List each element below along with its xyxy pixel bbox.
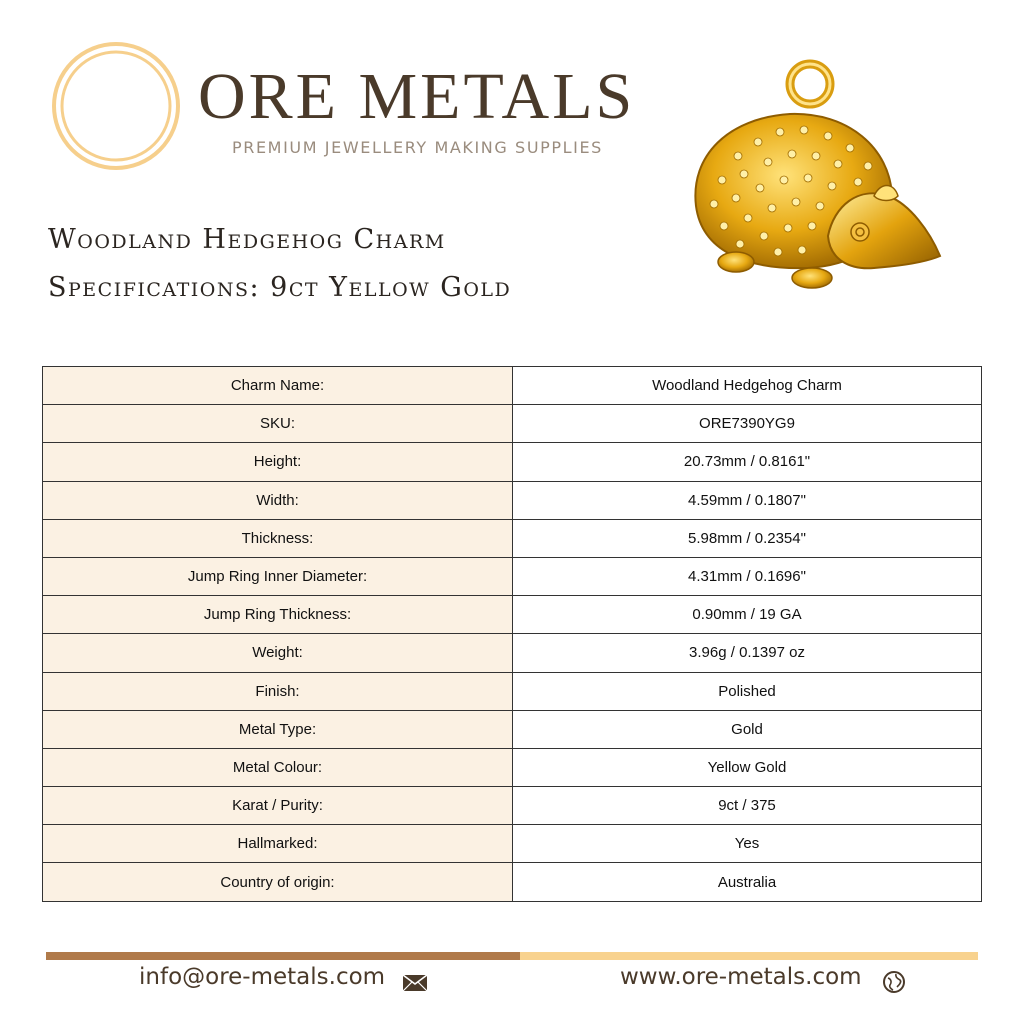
logo-ring-icon	[50, 40, 182, 172]
table-row	[43, 481, 982, 519]
spec-label: SKU:	[43, 405, 513, 443]
spec-value: 20.73mm / 0.8161"	[513, 443, 982, 481]
spec-value: 4.59mm / 0.1807"	[513, 481, 982, 519]
product-title: Woodland Hedgehog Charm	[48, 224, 446, 255]
spec-value: Polished	[513, 672, 982, 710]
spec-label: Thickness:	[43, 519, 513, 557]
spec-value: ORE7390YG9	[513, 405, 982, 443]
footer-email-link[interactable]: info@ore-metals.com	[139, 964, 386, 990]
spec-label: Weight:	[43, 634, 513, 672]
spec-table	[42, 366, 982, 902]
table-row	[43, 634, 982, 672]
spec-value: Yes	[513, 825, 982, 863]
hedgehog-charm-image	[678, 56, 950, 296]
table-row	[43, 367, 982, 405]
table-row	[43, 596, 982, 634]
spec-label: Karat / Purity:	[43, 787, 513, 825]
spec-label: Country of origin:	[43, 863, 513, 901]
spec-label: Metal Colour:	[43, 748, 513, 786]
globe-icon	[882, 970, 906, 994]
mail-icon	[402, 974, 428, 992]
spec-label: Width:	[43, 481, 513, 519]
product-subtitle: Specifications: 9ct Yellow Gold	[48, 272, 512, 303]
spec-value: 9ct / 375	[513, 787, 982, 825]
spec-label: Charm Name:	[43, 367, 513, 405]
brand-tagline: PREMIUM JEWELLERY MAKING SUPPLIES	[232, 138, 603, 157]
table-row	[43, 787, 982, 825]
footer-divider-left	[46, 952, 520, 960]
brand-name: ORE METALS	[198, 60, 636, 133]
table-row	[43, 405, 982, 443]
spec-value: Australia	[513, 863, 982, 901]
spec-label: Hallmarked:	[43, 825, 513, 863]
footer-website-link[interactable]: www.ore-metals.com	[620, 964, 862, 990]
spec-value: 4.31mm / 0.1696"	[513, 557, 982, 595]
spec-value: Gold	[513, 710, 982, 748]
table-row	[43, 672, 982, 710]
spec-value: Woodland Hedgehog Charm	[513, 367, 982, 405]
spec-value: 5.98mm / 0.2354"	[513, 519, 982, 557]
spec-label: Jump Ring Inner Diameter:	[43, 557, 513, 595]
spec-value: 3.96g / 0.1397 oz	[513, 634, 982, 672]
spec-value: 0.90mm / 19 GA	[513, 596, 982, 634]
table-row	[43, 710, 982, 748]
spec-label: Finish:	[43, 672, 513, 710]
spec-label: Jump Ring Thickness:	[43, 596, 513, 634]
spec-label: Height:	[43, 443, 513, 481]
footer-divider-right	[520, 952, 978, 960]
table-row	[43, 519, 982, 557]
table-row	[43, 557, 982, 595]
spec-label: Metal Type:	[43, 710, 513, 748]
table-row	[43, 748, 982, 786]
table-row	[43, 825, 982, 863]
table-row	[43, 443, 982, 481]
spec-value: Yellow Gold	[513, 748, 982, 786]
table-row	[43, 863, 982, 901]
